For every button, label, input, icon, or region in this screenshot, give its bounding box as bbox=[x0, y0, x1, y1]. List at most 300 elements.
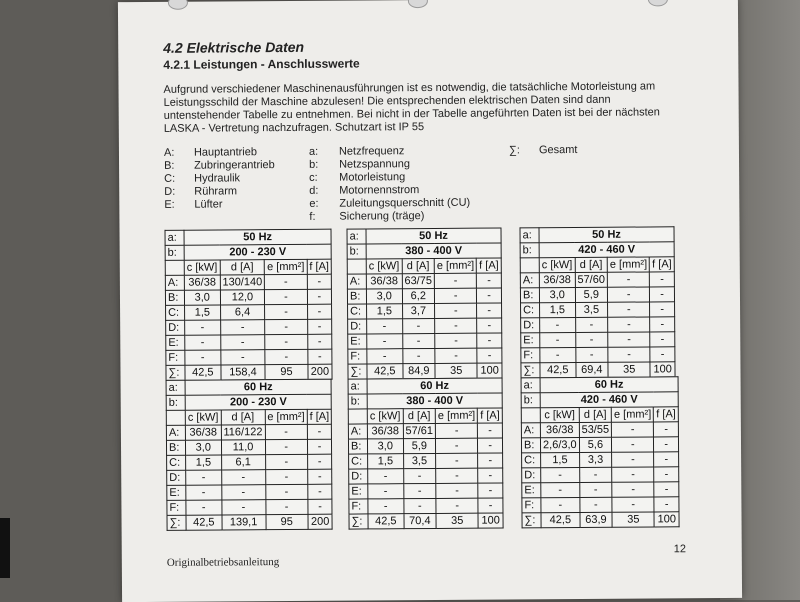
electrical-data-table bbox=[346, 227, 502, 379]
table-row bbox=[167, 514, 332, 530]
table-cell: - bbox=[307, 274, 332, 289]
table-cell: 1,5 bbox=[541, 452, 580, 467]
table-cell: 70,4 bbox=[404, 513, 437, 528]
table-cell: - bbox=[265, 469, 307, 484]
table-cell: 36/38 bbox=[184, 275, 220, 290]
legend-item bbox=[164, 159, 275, 173]
row-key: b: bbox=[165, 245, 184, 260]
table-row bbox=[521, 422, 678, 438]
column-header: f [A] bbox=[307, 259, 332, 274]
table-row bbox=[347, 288, 501, 304]
column-header: c [kW] bbox=[366, 259, 402, 274]
table-row bbox=[521, 317, 675, 333]
table-cell: - bbox=[402, 318, 435, 333]
row-key: A: bbox=[348, 424, 367, 439]
table-row bbox=[166, 349, 332, 365]
table-cell: - bbox=[436, 483, 478, 498]
table-cell: 57/60 bbox=[575, 272, 608, 287]
table-cell: 3,0 bbox=[366, 289, 402, 304]
row-key: E: bbox=[521, 333, 540, 348]
row-key: B: bbox=[521, 438, 540, 453]
table-row bbox=[167, 484, 332, 500]
electrical-data-table bbox=[519, 226, 675, 378]
table-cell: - bbox=[434, 273, 476, 288]
table-cell: - bbox=[575, 317, 608, 332]
row-key: F: bbox=[349, 499, 368, 514]
table-cell: - bbox=[307, 304, 332, 319]
table-cell: - bbox=[612, 482, 654, 497]
legend-key: A: bbox=[163, 146, 175, 159]
table-cell: - bbox=[221, 485, 265, 500]
row-key: A: bbox=[521, 423, 540, 438]
table-cell: - bbox=[307, 289, 332, 304]
row-key: D: bbox=[166, 320, 185, 335]
legend-label: Sicherung (träge) bbox=[339, 210, 425, 223]
table-cell: 5,9 bbox=[575, 287, 608, 302]
binder-ring bbox=[408, 0, 428, 8]
row-key: ∑: bbox=[167, 515, 186, 530]
column-header: e [mm²] bbox=[265, 409, 307, 424]
row-key: C: bbox=[348, 304, 367, 319]
table-row bbox=[521, 347, 675, 363]
table-cell: - bbox=[265, 289, 307, 304]
legend-item bbox=[309, 158, 410, 172]
table-cell: - bbox=[654, 467, 679, 482]
table-row bbox=[349, 513, 503, 529]
table-cell: 95 bbox=[265, 364, 307, 379]
table-cell: - bbox=[307, 424, 332, 439]
row-key bbox=[348, 409, 367, 424]
table-cell: - bbox=[307, 439, 332, 454]
legend-item bbox=[309, 184, 419, 198]
table-cell: 6,2 bbox=[402, 288, 435, 303]
table-cell: - bbox=[477, 348, 502, 363]
table-cell: - bbox=[368, 469, 404, 484]
table-cell: 42,5 bbox=[540, 362, 576, 377]
row-key: B: bbox=[165, 290, 184, 305]
table-cell: - bbox=[607, 272, 649, 287]
table-cell: - bbox=[265, 454, 307, 469]
column-header: d [A] bbox=[221, 410, 265, 425]
table-cell: - bbox=[220, 350, 265, 365]
table-cell: - bbox=[541, 467, 580, 482]
table-cell: - bbox=[612, 437, 654, 452]
table-cell: - bbox=[541, 482, 580, 497]
column-header: c [kW] bbox=[540, 407, 579, 422]
column-header: e [mm²] bbox=[434, 258, 476, 273]
table-cell: - bbox=[654, 422, 679, 437]
table-cell: - bbox=[608, 302, 650, 317]
row-key: A: bbox=[520, 273, 539, 288]
column-header: d [A] bbox=[402, 258, 435, 273]
table-row bbox=[522, 452, 679, 468]
voltage-cell: 200 - 230 V bbox=[185, 394, 331, 410]
column-header: c [kW] bbox=[185, 410, 221, 425]
table-row bbox=[166, 319, 332, 335]
frequency-cell: 60 Hz bbox=[540, 377, 678, 393]
row-key: a: bbox=[521, 378, 540, 393]
voltage-cell: 200 - 230 V bbox=[184, 244, 331, 260]
table-cell: - bbox=[579, 467, 612, 482]
legend-item bbox=[164, 185, 237, 199]
table-row bbox=[521, 437, 678, 453]
legend-label: Rührarm bbox=[194, 185, 238, 198]
table-cell: - bbox=[650, 302, 675, 317]
table-cell: - bbox=[579, 482, 612, 497]
table-cell: - bbox=[221, 470, 265, 485]
table-cell: 1,5 bbox=[185, 305, 221, 320]
legend-key: B: bbox=[164, 159, 175, 172]
voltage-cell: 420 - 460 V bbox=[539, 242, 674, 258]
row-key: D: bbox=[349, 469, 368, 484]
row-key: D: bbox=[521, 318, 540, 333]
row-key: b: bbox=[348, 394, 367, 409]
row-key bbox=[166, 410, 185, 425]
table-cell: - bbox=[186, 485, 222, 500]
row-key: ∑: bbox=[349, 514, 368, 529]
frequency-cell: 60 Hz bbox=[185, 379, 331, 395]
table-cell: - bbox=[265, 304, 307, 319]
row-key: D: bbox=[522, 468, 541, 483]
legend-label: Lüfter bbox=[194, 198, 223, 211]
row-key bbox=[520, 258, 539, 273]
table-cell: - bbox=[367, 319, 403, 334]
legend-key: C: bbox=[164, 172, 176, 185]
table-row bbox=[520, 272, 674, 288]
legend-label: Zubringerantrieb bbox=[194, 159, 275, 172]
column-header: e [mm²] bbox=[435, 408, 477, 423]
table-cell: 100 bbox=[478, 513, 503, 528]
legend-label: Netzfrequenz bbox=[338, 145, 405, 158]
row-key bbox=[521, 408, 540, 423]
table-row bbox=[521, 332, 675, 348]
column-header: e [mm²] bbox=[607, 257, 649, 272]
table-row bbox=[349, 468, 503, 484]
legend-item bbox=[164, 146, 257, 160]
row-key: a: bbox=[166, 380, 185, 395]
table-cell: 100 bbox=[477, 363, 502, 378]
table-cell: - bbox=[650, 287, 675, 302]
row-key: C: bbox=[522, 453, 541, 468]
legend-key: b: bbox=[309, 158, 319, 171]
table-cell: 42,5 bbox=[541, 512, 580, 527]
row-key: C: bbox=[349, 454, 368, 469]
table-cell: - bbox=[435, 288, 477, 303]
row-key: E: bbox=[166, 335, 185, 350]
legend-key: d: bbox=[309, 184, 319, 197]
row-key: E: bbox=[349, 484, 368, 499]
table-row bbox=[522, 482, 679, 498]
row-key: A: bbox=[165, 275, 184, 290]
table-cell: - bbox=[367, 334, 403, 349]
column-header: c [kW] bbox=[184, 260, 220, 275]
table-row bbox=[165, 289, 331, 305]
table-cell: - bbox=[654, 482, 679, 497]
legend-key: c: bbox=[309, 171, 318, 184]
table-cell: - bbox=[186, 500, 222, 515]
table-cell: - bbox=[654, 437, 679, 452]
table-cell: - bbox=[540, 347, 576, 362]
table-row bbox=[166, 304, 332, 320]
table-row bbox=[348, 348, 502, 364]
row-key: C: bbox=[166, 305, 185, 320]
table-cell: - bbox=[308, 484, 333, 499]
row-key: a: bbox=[165, 230, 184, 245]
table-row bbox=[347, 273, 501, 289]
table-cell: - bbox=[477, 273, 502, 288]
column-header: d [A] bbox=[220, 260, 265, 275]
electrical-data-table bbox=[348, 377, 504, 529]
table-cell: - bbox=[308, 499, 333, 514]
table-cell: - bbox=[220, 320, 265, 335]
table-cell: - bbox=[265, 274, 307, 289]
table-cell: - bbox=[435, 348, 477, 363]
legend-key: e: bbox=[309, 197, 319, 210]
table-cell: - bbox=[608, 347, 650, 362]
table-cell: - bbox=[478, 438, 503, 453]
table-cell: - bbox=[477, 288, 502, 303]
table-cell: 1,5 bbox=[368, 454, 404, 469]
table-cell: 3,0 bbox=[185, 440, 221, 455]
row-key: ∑: bbox=[521, 363, 540, 378]
table-cell: - bbox=[436, 498, 478, 513]
legend-label: Zuleitungsquerschnitt (CU) bbox=[339, 196, 471, 210]
table-cell: - bbox=[435, 423, 477, 438]
legend-label: Motorleistung bbox=[339, 171, 406, 184]
table-cell: - bbox=[650, 347, 675, 362]
table-cell: - bbox=[307, 319, 332, 334]
row-key: D: bbox=[348, 319, 367, 334]
table-cell: - bbox=[220, 335, 265, 350]
table-cell: - bbox=[478, 483, 503, 498]
row-key: C: bbox=[521, 303, 540, 318]
row-key: A: bbox=[166, 425, 185, 440]
table-cell: 69,4 bbox=[576, 362, 609, 377]
column-header: f [A] bbox=[478, 408, 503, 423]
table-row bbox=[166, 334, 332, 350]
legend-label: Hydraulik bbox=[194, 172, 241, 185]
table-cell: - bbox=[478, 498, 503, 513]
row-key: b: bbox=[166, 395, 185, 410]
legend-item bbox=[164, 172, 240, 186]
frequency-cell: 50 Hz bbox=[184, 229, 331, 245]
row-key: b: bbox=[521, 393, 540, 408]
table-cell: 139,1 bbox=[222, 515, 266, 530]
table-cell: - bbox=[307, 349, 332, 364]
binder-ring bbox=[168, 0, 188, 10]
table-row bbox=[521, 302, 675, 318]
table-cell: 53/55 bbox=[579, 422, 612, 437]
column-header: c [kW] bbox=[367, 409, 403, 424]
table-cell: - bbox=[307, 334, 332, 349]
table-cell: 42,5 bbox=[368, 514, 404, 529]
table-cell: 63,9 bbox=[580, 512, 613, 527]
table-cell: - bbox=[540, 317, 576, 332]
voltage-cell: 380 - 400 V bbox=[367, 393, 502, 409]
table-cell: - bbox=[478, 423, 503, 438]
table-cell: - bbox=[403, 498, 436, 513]
table-cell: 3,3 bbox=[579, 452, 612, 467]
table-row bbox=[167, 499, 332, 515]
legend-label: Gesamt bbox=[538, 143, 578, 157]
table-cell: 130/140 bbox=[220, 275, 265, 290]
voltage-cell: 420 - 460 V bbox=[540, 392, 678, 408]
legend-key: D: bbox=[164, 185, 176, 198]
section-heading: 4.2 Elektrische Daten bbox=[163, 38, 305, 56]
legend-item bbox=[309, 171, 405, 185]
table-cell: 3,0 bbox=[539, 287, 575, 302]
table-cell: 35 bbox=[612, 512, 654, 527]
table-row bbox=[167, 469, 332, 485]
table-cell: - bbox=[608, 317, 650, 332]
table-cell: - bbox=[403, 468, 436, 483]
table-cell: - bbox=[367, 349, 403, 364]
table-cell: - bbox=[402, 348, 435, 363]
table-cell: - bbox=[185, 320, 221, 335]
table-cell: - bbox=[186, 470, 222, 485]
table-cell: 42,5 bbox=[367, 364, 403, 379]
table-cell: 1,5 bbox=[367, 304, 403, 319]
row-key: F: bbox=[521, 348, 540, 363]
table-cell: 3,7 bbox=[402, 303, 435, 318]
table-cell: - bbox=[307, 469, 332, 484]
row-key: ∑: bbox=[348, 364, 367, 379]
table-cell: 6,1 bbox=[221, 455, 265, 470]
table-cell: 3,5 bbox=[575, 302, 608, 317]
table-cell: 6,4 bbox=[220, 305, 265, 320]
column-header: e [mm²] bbox=[611, 407, 653, 422]
row-key: ∑: bbox=[522, 513, 541, 528]
table-cell: 35 bbox=[608, 362, 650, 377]
table-cell: 5,6 bbox=[579, 437, 612, 452]
table-cell: 84,9 bbox=[403, 363, 436, 378]
row-key: C: bbox=[167, 455, 186, 470]
background-edge bbox=[0, 518, 10, 578]
table-cell: 63/75 bbox=[402, 273, 435, 288]
table-cell: 36/38 bbox=[540, 422, 579, 437]
row-key: a: bbox=[348, 379, 367, 394]
table-row bbox=[165, 274, 331, 290]
table-cell: 36/38 bbox=[366, 274, 402, 289]
table-cell: - bbox=[650, 332, 675, 347]
table-row bbox=[522, 467, 679, 483]
subsection-heading: 4.2.1 Leistungen - Anschlusswerte bbox=[163, 56, 360, 72]
table-cell: - bbox=[402, 333, 435, 348]
table-cell: - bbox=[608, 332, 650, 347]
table-cell: 12,0 bbox=[220, 290, 265, 305]
table-cell: 36/38 bbox=[185, 425, 221, 440]
legend-key: ∑: bbox=[508, 144, 520, 157]
row-key: E: bbox=[167, 485, 186, 500]
table-cell: - bbox=[650, 272, 675, 287]
document-page bbox=[118, 0, 742, 602]
row-key: E: bbox=[348, 334, 367, 349]
table-cell: - bbox=[435, 333, 477, 348]
table-cell: 2,6/3,0 bbox=[540, 437, 579, 452]
legend-label: Hauptantrieb bbox=[193, 146, 258, 159]
column-header: f [A] bbox=[650, 257, 675, 272]
table-cell: - bbox=[540, 332, 576, 347]
frequency-cell: 50 Hz bbox=[539, 227, 674, 243]
legend-item bbox=[309, 145, 405, 159]
table-cell: - bbox=[654, 497, 679, 512]
table-cell: 116/122 bbox=[221, 425, 265, 440]
column-header: f [A] bbox=[307, 409, 332, 424]
table-cell: 3,0 bbox=[367, 439, 403, 454]
table-cell: - bbox=[221, 500, 265, 515]
table-cell: - bbox=[435, 318, 477, 333]
row-key: B: bbox=[520, 288, 539, 303]
table-cell: 158,4 bbox=[221, 365, 266, 380]
row-key: B: bbox=[166, 440, 185, 455]
table-cell: - bbox=[265, 439, 307, 454]
table-cell: - bbox=[650, 317, 675, 332]
table-cell: 42,5 bbox=[185, 365, 221, 380]
table-cell: - bbox=[478, 453, 503, 468]
table-row bbox=[522, 512, 679, 528]
table-cell: - bbox=[612, 422, 654, 437]
table-cell: 1,5 bbox=[540, 302, 576, 317]
table-row bbox=[348, 318, 502, 334]
table-cell: - bbox=[575, 332, 608, 347]
legend-label: Motornennstrom bbox=[339, 184, 420, 197]
table-cell: - bbox=[477, 303, 502, 318]
table-row bbox=[520, 287, 674, 303]
table-cell: 35 bbox=[435, 363, 477, 378]
table-cell: 3,5 bbox=[403, 453, 436, 468]
table-cell: - bbox=[612, 497, 654, 512]
table-cell: 100 bbox=[654, 512, 679, 527]
column-header: f [A] bbox=[477, 258, 502, 273]
table-cell: - bbox=[185, 335, 221, 350]
legend-item bbox=[309, 210, 424, 224]
table-cell: - bbox=[477, 333, 502, 348]
table-cell: - bbox=[654, 452, 679, 467]
table-cell: - bbox=[612, 452, 654, 467]
table-cell: - bbox=[435, 303, 477, 318]
row-key: D: bbox=[167, 470, 186, 485]
table-cell: 95 bbox=[266, 514, 308, 529]
legend-item bbox=[309, 197, 470, 211]
voltage-cell: 380 - 400 V bbox=[366, 243, 501, 259]
column-header: c [kW] bbox=[539, 257, 575, 272]
legend-key: E: bbox=[164, 198, 175, 211]
row-key: A: bbox=[347, 274, 366, 289]
column-header: d [A] bbox=[575, 257, 608, 272]
table-cell: 11,0 bbox=[221, 440, 265, 455]
legend-item bbox=[509, 144, 578, 157]
row-key bbox=[165, 260, 184, 275]
table-row bbox=[166, 439, 331, 455]
legend-item bbox=[164, 198, 222, 211]
table-cell: - bbox=[477, 318, 502, 333]
table-cell: - bbox=[307, 454, 332, 469]
table-cell: 42,5 bbox=[186, 515, 222, 530]
table-cell: - bbox=[265, 349, 307, 364]
electrical-data-table bbox=[165, 229, 333, 381]
table-cell: - bbox=[436, 438, 478, 453]
intro-paragraph: Aufgrund verschiedener Maschinenausführungen ist es notwendig, die tatsächliche Motorleistung am Leistungsschild der Maschine abzulesen! Die entsprechenden elektrischen Daten sind dann untenstehender Tabelle zu entnehmen. Bei nicht in der Tabelle angeführten Daten ist bei der nächsten LASKA - Vertretung nachzufragen. Schutzart ist IP 55 bbox=[163, 80, 660, 135]
table-cell: - bbox=[436, 453, 478, 468]
row-key: F: bbox=[166, 350, 185, 365]
table-cell: 200 bbox=[308, 514, 333, 529]
column-header: f [A] bbox=[654, 407, 679, 422]
row-key: a: bbox=[520, 228, 539, 243]
legend-label: Netzspannung bbox=[339, 158, 411, 171]
table-cell: - bbox=[403, 483, 436, 498]
table-row bbox=[349, 483, 503, 499]
table-cell: 36/38 bbox=[367, 424, 403, 439]
